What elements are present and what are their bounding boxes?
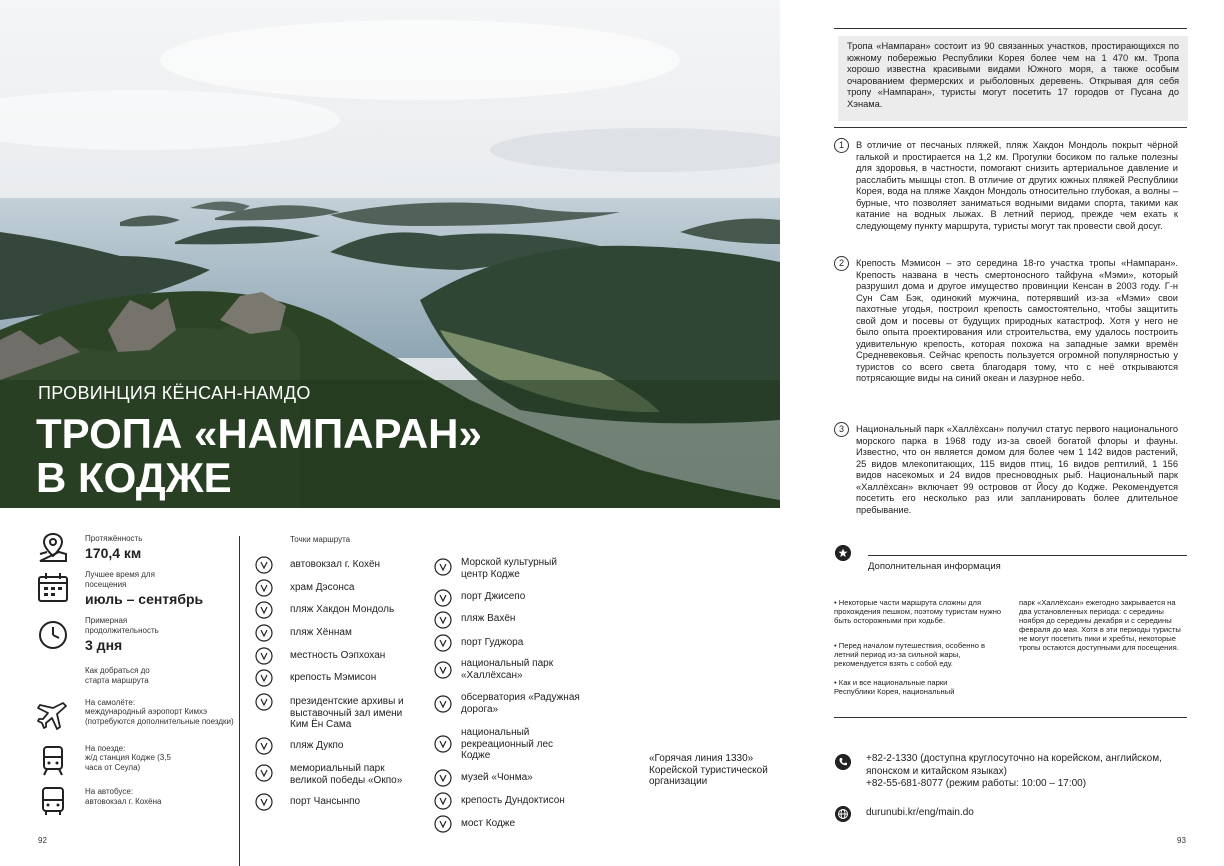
walker-icon xyxy=(255,693,273,711)
section-text-3: Национальный парк «Халлёхсан» получил статус первого национального морского парка в 1968 году из-за своей богатой флоры и фауны. Известно, что он является домом для более чем 1 142 видов растений, 25 видов млекопитающих, 115 видов птиц, 16 видов рептилий, 1 156 видов насекомых и 24 видов пресноводных рыб. Национальный парк «Халлёхсан» включает 99 островов от Йосу до Кодже. Рекомендуется посетить его несколько раз или запланировать более длительное пребывание. xyxy=(856,424,1178,515)
route-point: пляж Дукпо xyxy=(290,740,344,751)
plane-label: На самолёте: xyxy=(85,698,136,707)
walker-icon xyxy=(434,769,452,787)
additional-col2-text: парк «Халлёхсан» ежегодно закрывается на два установленных периода: с середины ноября до середины декабря и с середины февраля до мая. Хотя в эти периоды туристы не могут посетить пики и хребты, некоторые тропы остаются доступными для посещения. xyxy=(1019,598,1181,652)
route-point: национальный рекреационный лес Кодже xyxy=(461,727,554,761)
route-point: храм Дэсонса xyxy=(290,582,355,593)
additional-title: Дополнительная информация xyxy=(868,561,1001,572)
title-line-1: ТРОПА «НАМПАРАН» xyxy=(36,410,482,457)
page-number-right: 93 xyxy=(1177,836,1186,845)
best-time-value: июль – сентябрь xyxy=(85,591,204,607)
hero-photo xyxy=(0,0,780,508)
route-heading: Точки маршрута xyxy=(290,535,351,544)
website-link[interactable]: durunubi.kr/eng/main.do xyxy=(866,807,974,818)
best-time-label: Лучшее время для посещения xyxy=(85,570,155,589)
map-pin-icon xyxy=(36,530,70,564)
bus-icon xyxy=(36,784,70,818)
clock-icon xyxy=(36,618,70,652)
walker-icon xyxy=(255,647,273,665)
title-line-2: В КОДЖЕ xyxy=(36,454,232,501)
top-rule xyxy=(834,28,1187,29)
walker-icon xyxy=(434,695,452,713)
additional-bullet-2-text: • Перед началом путешествия, особенно в летний период из-за сильной жары, рекомендуется взять с собой еду. xyxy=(834,641,986,668)
howto-label: Как добраться до старта маршрута xyxy=(85,666,150,685)
length-value: 170,4 км xyxy=(85,545,142,561)
additional-bullet-3-text: • Как и все национальные парки Республики Корея, национальный xyxy=(834,678,955,696)
length-label: Протяжённость xyxy=(85,534,143,543)
route-point: пляж Хённам xyxy=(290,627,352,638)
section-text-1: В отличие от песчаных пляжей, пляж Хакдон Мондоль покрыт чёрной галькой и простирается на 1,2 км. Прогулки босиком по гальке полезны для здоровья, в частности, помогают снизить артериальное давление и расслабить мышцы стоп. В отличие от других южных пляжей Республики Корея, вода на пляже Хакдон Мондоль относительно глубокая, а волны – бурные, что позволяет заниматься водными видами спорта, такими как катание на водных лыжах. В летний период, прежде чем ехать к следующему пункту маршрута, туристы могут так провести свой досуг. xyxy=(856,140,1178,231)
intro-box: Тропа «Нампаран» состоит из 90 связанных участков, простирающихся по южному побережью Республики Корея более чем на 1 470 км. Тропа хорошо известна красивыми видами Южного моря, а также особым очарованием фермерских и рыболовных деревень. Открывая для себя тропу «Нампаран», туристы могут посетить 17 городов от Пусана до Хэнама. xyxy=(838,36,1188,121)
walker-icon xyxy=(434,558,452,576)
page-number-left: 92 xyxy=(38,836,47,845)
train-icon xyxy=(36,744,70,778)
section-number-3: 3 xyxy=(834,422,849,437)
hotline-label: «Горячая линия 1330» Корейской туристической организации xyxy=(649,753,768,787)
info-star-icon xyxy=(835,545,851,561)
route-point: порт Джисепо xyxy=(461,591,526,602)
section-text-2: Крепость Мэмисон – это середина 18-го участка тропы «Нампаран». Крепость названа в честь смертоносного тайфуна «Мэми», который разрушил дома и другое имущество провинции Кенсан в 2003 году. Г-н Сун Сам Бэк, одинокий мужчина, потерявший из-за «Мэми» свои пахотные угодья, построил крепость самостоятельно, чтобы защитить свой дом и посевы от будущих природных катастроф. Хотя у него не было опыта проектирования или строительства, ему удалось построить удивительную крепость, которая похожа на западные замки времён Средневековья. Сейчас крепость пользуется огромной популярностью у туристов со всего света благодаря тому, что с неё открываются потрясающие виды на синий океан и лазурное небо. xyxy=(856,258,1178,383)
route-point: порт Чансынпо xyxy=(290,796,361,807)
walker-icon xyxy=(434,634,452,652)
walker-icon xyxy=(434,661,452,679)
route-point: мемориальный парк великой победы «Окпо» xyxy=(290,763,403,786)
walker-icon xyxy=(434,611,452,629)
route-point: местность Оэпхохан xyxy=(290,650,386,661)
walker-icon xyxy=(255,764,273,782)
globe-icon xyxy=(835,806,851,822)
walker-icon xyxy=(255,669,273,687)
route-point: пляж Вахён xyxy=(461,613,516,624)
route-point: пляж Хакдон Мондоль xyxy=(290,604,395,615)
bus-label: На автобусе: xyxy=(85,787,133,796)
route-point: Морской культурный центр Кодже xyxy=(461,557,557,580)
walker-icon xyxy=(434,792,452,810)
calendar-icon xyxy=(36,570,70,604)
section-rule xyxy=(834,127,1187,128)
walker-icon xyxy=(434,815,452,833)
walker-icon xyxy=(434,735,452,753)
train-label: На поезде: xyxy=(85,744,126,753)
region-subtitle: ПРОВИНЦИЯ КЁНСАН-НАМДО xyxy=(38,383,311,403)
duration-label: Примерная продолжительность xyxy=(85,616,159,635)
route-point: порт Гуджора xyxy=(461,637,524,648)
additional-rule xyxy=(868,555,1187,556)
bottom-rule xyxy=(834,717,1187,718)
walker-icon xyxy=(434,589,452,607)
walker-icon xyxy=(255,793,273,811)
phone-icon xyxy=(835,754,851,770)
column-divider xyxy=(239,536,240,866)
phone-secondary: +82-55-681-8077 (режим работы: 10:00 – 17:00) xyxy=(866,778,1087,789)
route-point: мост Кодже xyxy=(461,818,516,829)
plane-text: международный аэропорт Кимхэ (потребуются дополнительные поездки) xyxy=(85,707,234,726)
walker-icon xyxy=(255,737,273,755)
duration-value: 3 дня xyxy=(85,637,123,653)
route-point: крепость Дундоктисон xyxy=(461,795,565,806)
walker-icon xyxy=(255,601,273,619)
walker-icon xyxy=(255,556,273,574)
train-text: ж/д станция Кодже (3,5 часа от Сеула) xyxy=(85,753,171,772)
route-point: крепость Мэмисон xyxy=(290,672,377,683)
airplane-icon xyxy=(36,698,70,732)
route-point: национальный парк «Халлёхсан» xyxy=(461,658,554,681)
additional-bullet-1-text: • Некоторые части маршрута сложны для прохождения пешком, поэтому туристам нужно быть осторожными при ходьбе. xyxy=(834,598,1002,625)
section-number-1: 1 xyxy=(834,138,849,153)
route-point: президентские архивы и выставочный зал имени Ким Ён Сама xyxy=(290,696,404,730)
route-point: музей «Чонма» xyxy=(461,772,533,783)
bus-text: автовокзал г. Кохёна xyxy=(85,797,162,806)
phone-primary: +82-2-1330 (доступна круглосуточно на корейском, английском, японском и китайском языках) xyxy=(866,753,1162,777)
route-point: автовокзал г. Кохён xyxy=(290,559,381,570)
route-point: обсерватория «Радужная дорога» xyxy=(461,692,580,715)
walker-icon xyxy=(255,579,273,597)
walker-icon xyxy=(255,624,273,642)
page-title xyxy=(36,412,482,500)
section-number-2: 2 xyxy=(834,256,849,271)
